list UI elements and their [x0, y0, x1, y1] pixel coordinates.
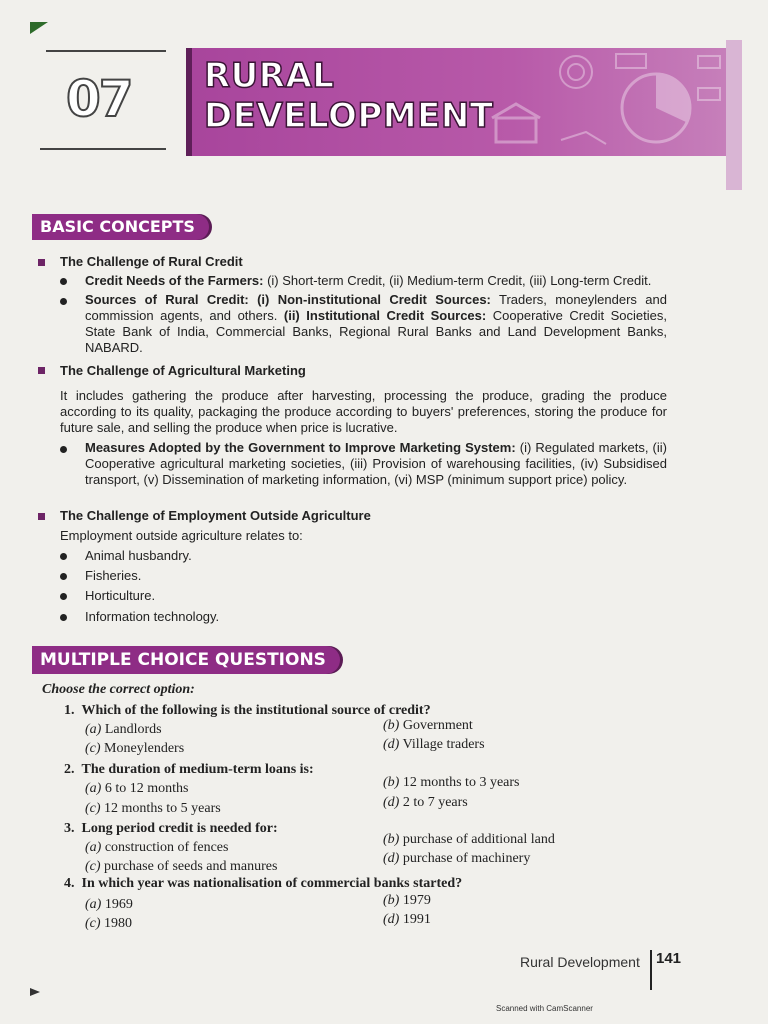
list-item: Fisheries.: [85, 568, 142, 583]
marketing-measures-bullet: Measures Adopted by the Government to Improve Marketing System: (i) Regulated markets, (ii) Cooperative agricultural marketing societies, (iii) Provision of warehousing facilities, (iv) Subsidised transport, (v) Dissemination of marketing information, (vi) MSP (minimum support price) policy.: [85, 440, 667, 487]
section-title-rural-credit: The Challenge of Rural Credit: [60, 254, 243, 269]
basic-concepts-heading: BASIC CONCEPTS: [32, 214, 209, 240]
question-2-option-b: (b) 12 months to 3 years: [383, 775, 520, 790]
agri-marketing-paragraph: It includes gathering the produce after harvesting, processing the produce, grading the produce according to its quality, packaging the produce according to buyers' preferences, storing the produce for future sale, and selling the produce when price is lucrative.: [60, 388, 667, 435]
page-number: 141: [656, 950, 682, 967]
side-tab: [726, 40, 742, 190]
round-bullet-icon: [60, 278, 67, 285]
corner-mark-bottom: [30, 988, 40, 996]
list-item: Information technology.: [85, 609, 220, 624]
section-title-agri-marketing: The Challenge of Agricultural Marketing: [60, 363, 306, 378]
sources-rural-credit-bullet: Sources of Rural Credit: (i) Non-institutional Credit Sources: Traders, moneylenders and commission agents, and others. (ii) Institutional Credit Sources: Cooperative Credit Societies, State Bank of India, Commercial Banks, Regional Rural Banks and Land Development Banks, NABARD.: [85, 292, 667, 355]
question-2-option-a: (a) 6 to 12 months: [85, 781, 189, 796]
question-1-option-c: (c) Moneylenders: [85, 741, 185, 756]
square-bullet-icon: [38, 367, 45, 374]
scanner-watermark: Scanned with CamScanner: [496, 1004, 593, 1013]
list-item: Animal husbandry.: [85, 548, 192, 563]
mcq-heading: MULTIPLE CHOICE QUESTIONS: [32, 646, 340, 674]
banner-decoration-icon: [466, 48, 726, 156]
chapter-title: RURAL DEVELOPMENT: [204, 56, 494, 136]
chapter-line-top: [46, 50, 166, 52]
question-3-option-b: (b) purchase of additional land: [383, 832, 555, 847]
round-bullet-icon: [60, 614, 67, 621]
footer-chapter-title: Rural Development: [520, 954, 640, 970]
question-1-option-a: (a) Landlords: [85, 722, 162, 737]
chapter-line-bottom: [40, 148, 166, 150]
round-bullet-icon: [60, 553, 67, 560]
question-3-option-c: (c) purchase of seeds and manures: [85, 859, 278, 874]
employment-intro: Employment outside agriculture relates to:: [60, 528, 303, 543]
square-bullet-icon: [38, 259, 45, 266]
question-2-option-c: (c) 12 months to 5 years: [85, 801, 221, 816]
question-4-option-d: (d) 1991: [383, 912, 431, 927]
question-4-option-c: (c) 1980: [85, 916, 133, 931]
list-item: Horticulture.: [85, 588, 156, 603]
round-bullet-icon: [60, 593, 67, 600]
mcq-instruction: Choose the correct option:: [42, 682, 195, 697]
square-bullet-icon: [38, 513, 45, 520]
question-2-option-d: (d) 2 to 7 years: [383, 795, 468, 810]
question-3-option-a: (a) construction of fences: [85, 840, 229, 855]
question-2: 2. The duration of medium-term loans is:: [64, 762, 314, 777]
question-4: 4. In which year was nationalisation of commercial banks started?: [64, 876, 463, 891]
footer-divider: [650, 950, 652, 990]
corner-mark-top: [30, 22, 48, 34]
round-bullet-icon: [60, 446, 67, 453]
question-4-option-a: (a) 1969: [85, 897, 133, 912]
question-3-option-d: (d) purchase of machinery: [383, 851, 531, 866]
question-4-option-b: (b) 1979: [383, 893, 431, 908]
round-bullet-icon: [60, 573, 67, 580]
chapter-banner: [186, 48, 726, 156]
section-title-employment: The Challenge of Employment Outside Agriculture: [60, 508, 371, 523]
question-3: 3. Long period credit is needed for:: [64, 821, 278, 836]
chapter-number: 07: [66, 70, 132, 128]
credit-needs-bullet: Credit Needs of the Farmers: (i) Short-term Credit, (ii) Medium-term Credit, (iii) Long-term Credit.: [85, 273, 652, 288]
question-1: 1. Which of the following is the institutional source of credit?: [64, 703, 431, 718]
question-1-option-b: (b) Government: [383, 718, 473, 733]
round-bullet-icon: [60, 298, 67, 305]
question-1-option-d: (d) Village traders: [383, 737, 485, 752]
